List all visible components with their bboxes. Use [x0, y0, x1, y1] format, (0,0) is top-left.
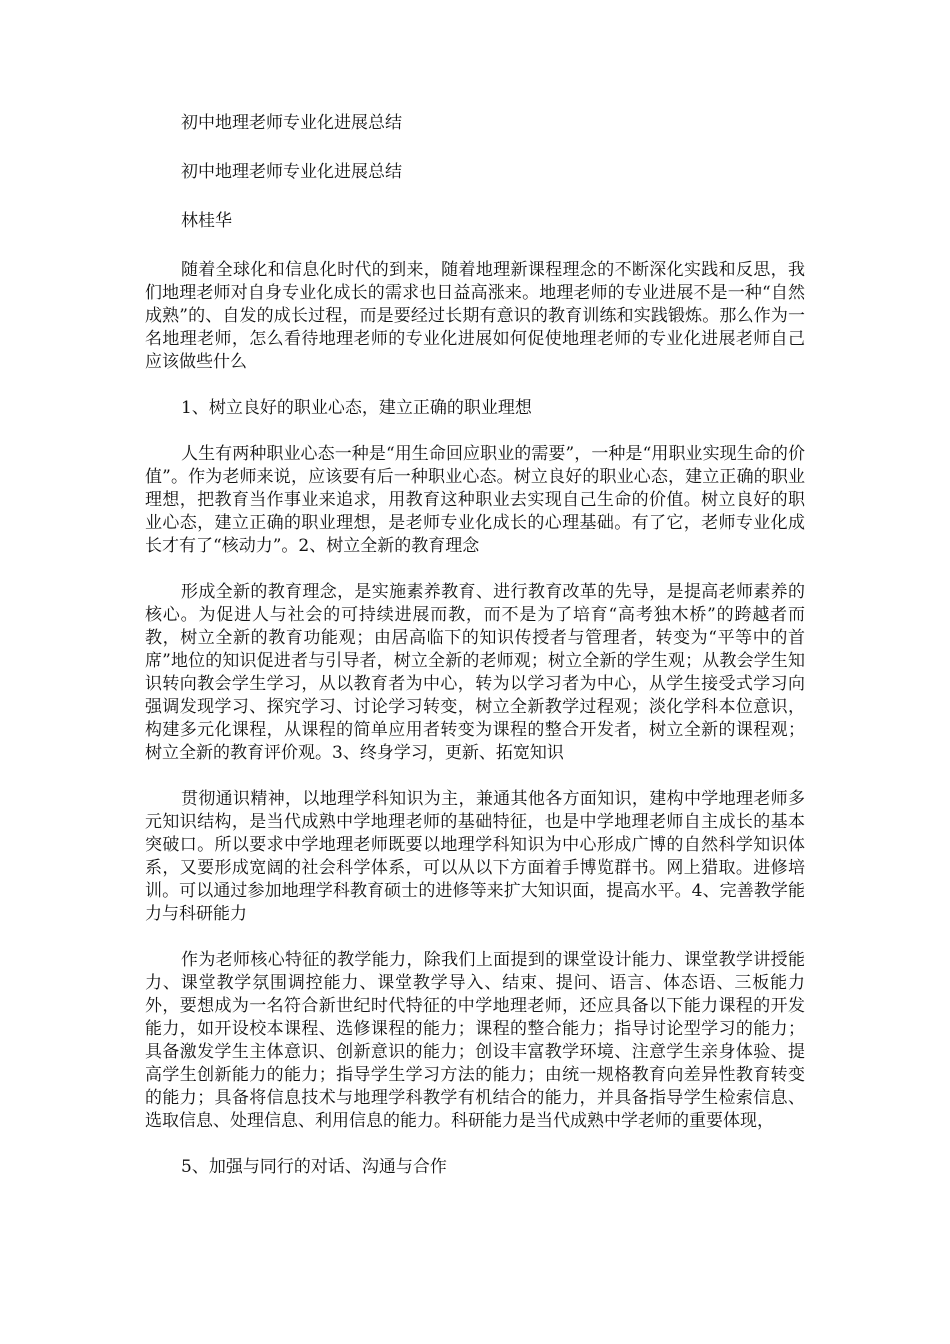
- section-heading-1: 1、树立良好的职业心态，建立正确的职业理想: [181, 398, 532, 418]
- document-title: 初中地理老师专业化进展总结: [181, 113, 402, 133]
- document-author: 林桂华: [181, 211, 232, 231]
- document-body: [145, 112, 805, 1202]
- paragraph-section-1: 人生有两种职业心态一种是“用生命回应职业的需要”，一种是“用职业实现生命的价值”。作为老师来说，应该要有后一种职业心态。树立良好的职业心态，建立正确的职业理想，把教育当作事业来追求，用教育这种职业去实现自己生命的价值。树立良好的职业心态，建立正确的职业理想，是老师专业化成长的心理基础。有了它，老师专业化成长才有了“核动力”。2、树立全新的教育理念: [145, 444, 805, 556]
- paragraph-section-4: 作为老师核心特征的教学能力，除我们上面提到的课堂设计能力、课堂教学讲授能力、课堂教学氛围调控能力、课堂教学导入、结束、提问、语言、体态语、三板能力外，要想成为一名符合新世纪时代特征的中学地理老师，还应具备以下能力课程的开发能力，如开设校本课程、选修课程的能力；课程的整合能力；指导讨论型学习的能力；具备激发学生主体意识、创新意识的能力；创设丰富教学环境、注意学生亲身体验、提高学生创新能力的能力；指导学生学习方法的能力；由统一规格教育向差异性教育转变的能力；具备将信息技术与地理学科教学有机结合的能力，并具备指导学生检索信息、选取信息、处理信息、利用信息的能力。科研能力是当代成熟中学老师的重要体现，: [145, 950, 805, 1131]
- paragraph-section-2: 形成全新的教育理念，是实施素养教育、进行教育改革的先导，是提高老师素养的核心。为促进人与社会的可持续进展而教，而不是为了培育“高考独木桥”的跨越者而教，树立全新的教育功能观；由居高临下的知识传授者与管理者，转变为“平等中的首席”地位的知识促进者与引导者，树立全新的老师观；树立全新的学生观；从教会学生知识转向教会学生学习，从以教育者为中心，转为以学习者为中心，从学生接受式学习向强调发现学习、探究学习、讨论学习转变，树立全新教学过程观；淡化学科本位意识，构建多元化课程，从课程的简单应用者转变为课程的整合开发者，树立全新的课程观；树立全新的教育评价观。3、终身学习，更新、拓宽知识: [145, 582, 805, 763]
- document-subtitle: 初中地理老师专业化进展总结: [181, 162, 402, 182]
- section-heading-5: 5、加强与同行的对话、沟通与合作: [181, 1157, 447, 1177]
- paragraph-section-3: 贯彻通识精神，以地理学科知识为主，兼通其他各方面知识，建构中学地理老师多元知识结构，是当代成熟中学地理老师的基础特征，也是中学地理老师自主成长的基本突破口。所以要求中学地理老师既要以地理学科知识为中心形成广博的自然科学知识体系，又要形成宽阔的社会科学体系，可以从以下方面着手博览群书。网上猎取。进修培训。可以通过参加地理学科教育硕士的进修等来扩大知识面，提高水平。4、完善教学能力与科研能力: [145, 789, 805, 924]
- paragraph-intro: 随着全球化和信息化时代的到来，随着地理新课程理念的不断深化实践和反思，我们地理老师对自身专业化成长的需求也日益高涨来。地理老师的专业进展不是一种“自然成熟”的、自发的成长过程，而是要经过长期有意识的教育训练和实践锻炼。那么作为一名地理老师，怎么看待地理老师的专业化进展如何促使地理老师的专业化进展老师自己应该做些什么: [145, 260, 805, 372]
